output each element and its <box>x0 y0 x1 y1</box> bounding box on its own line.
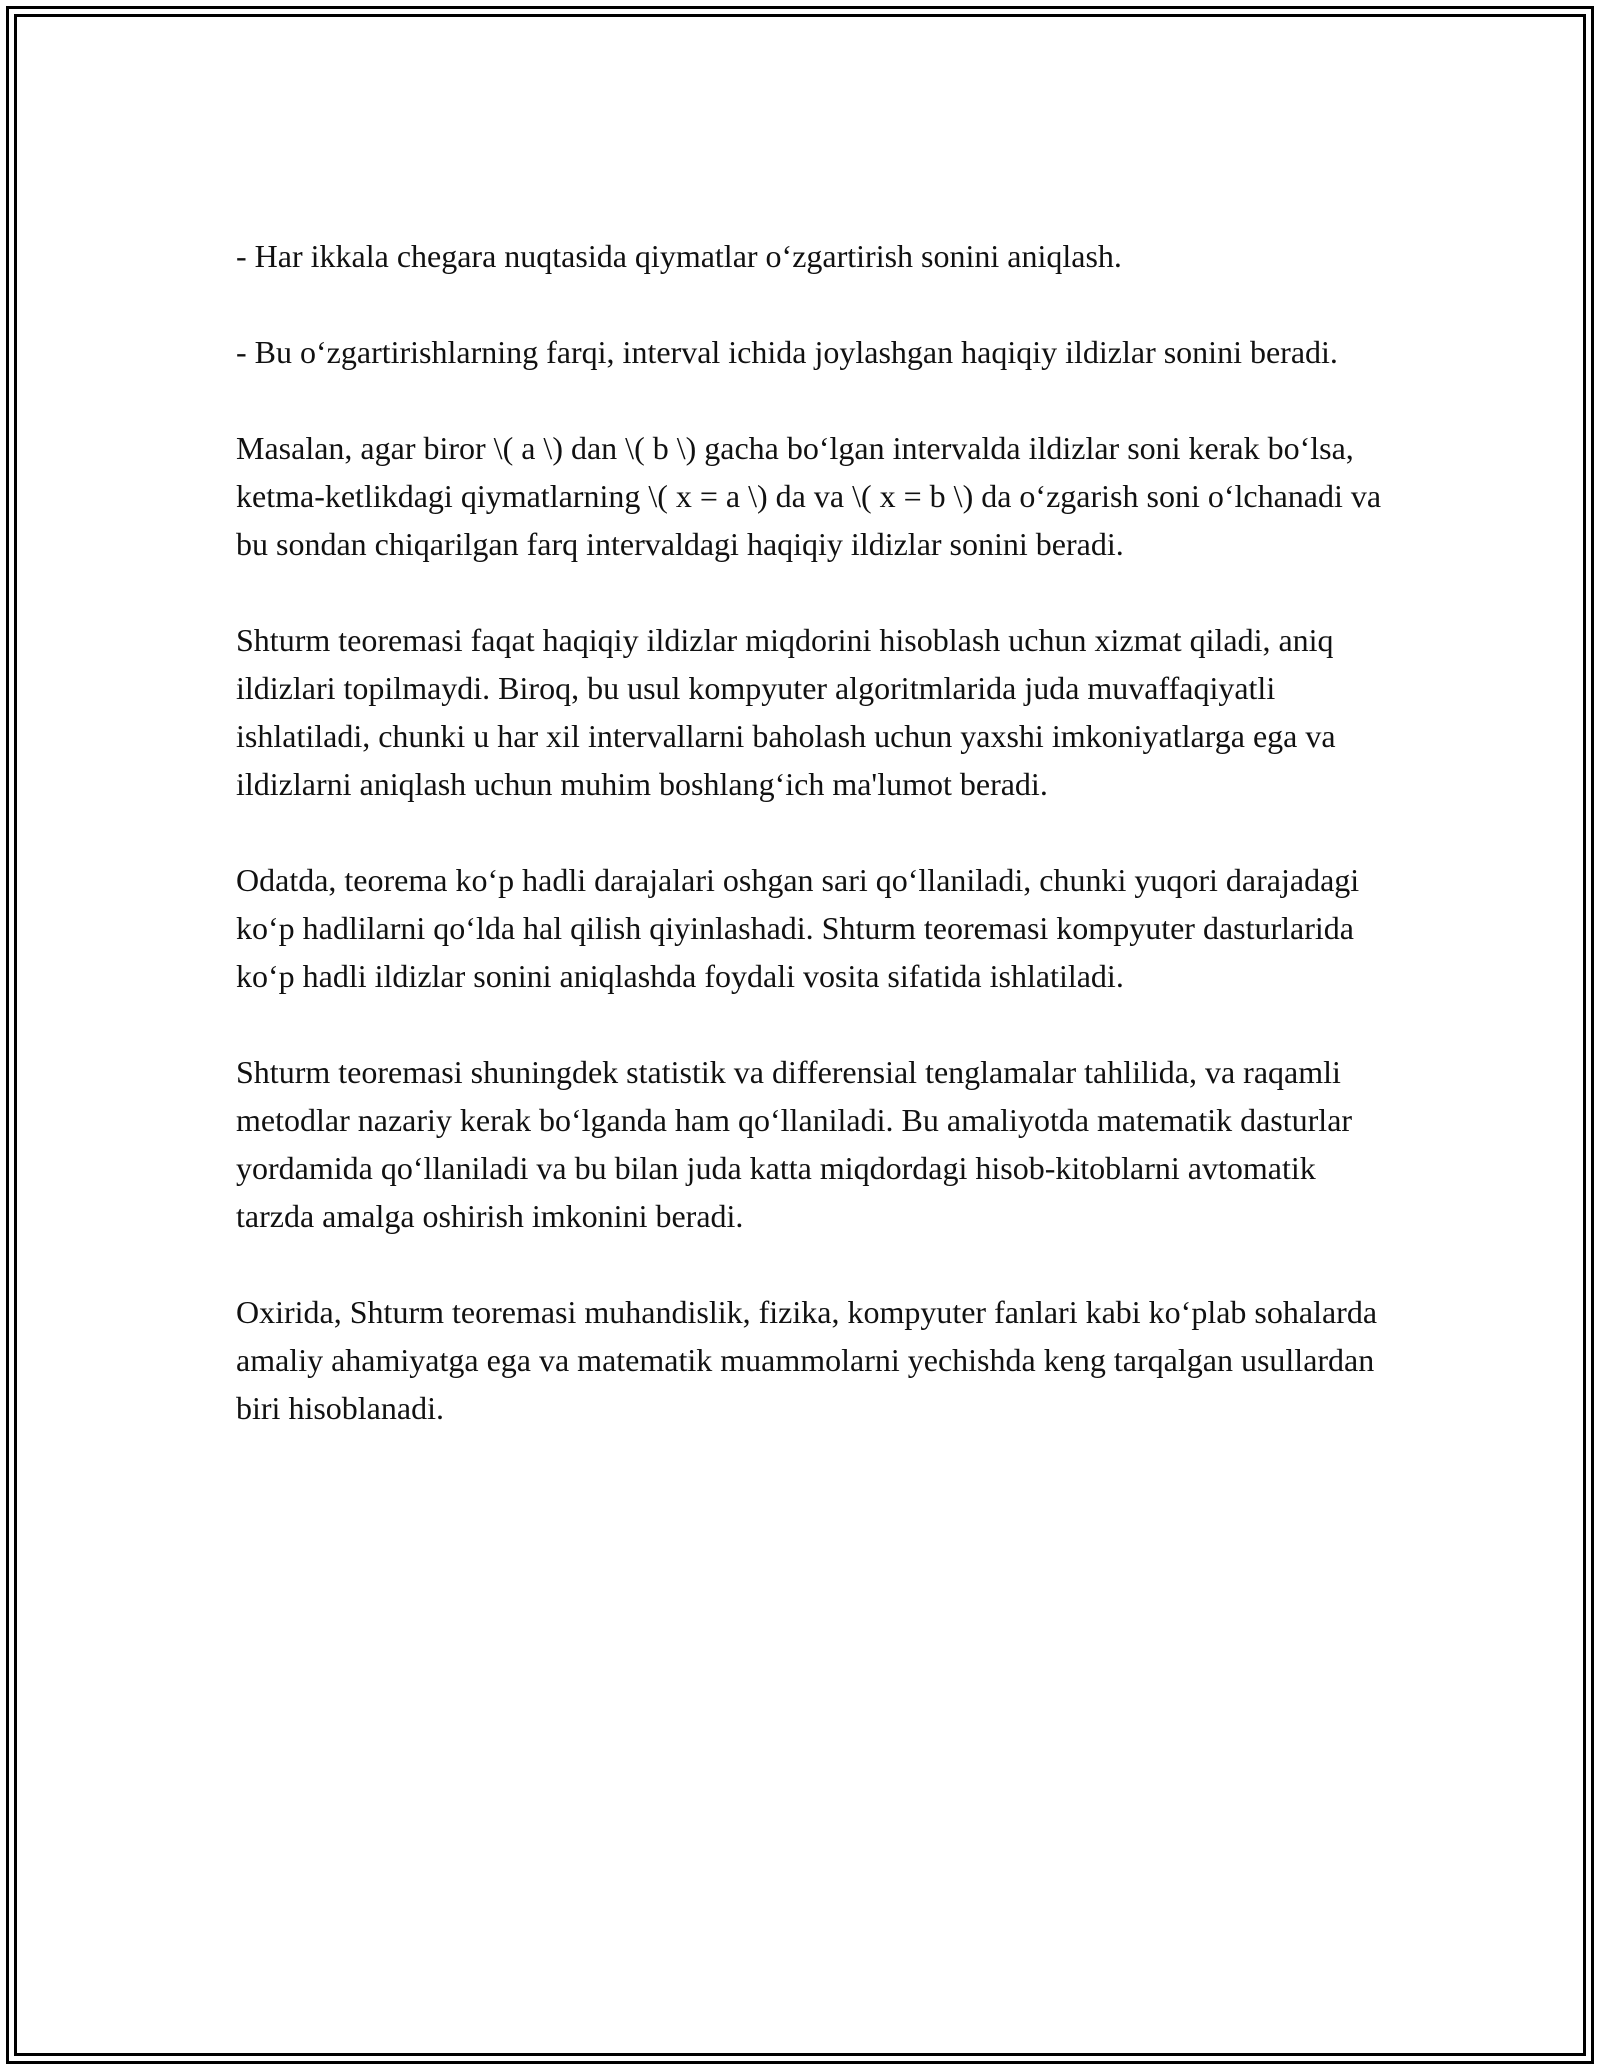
paragraph-bullet-difference: - Bu o‘zgartirishlarning farqi, interval ichida joylashgan haqiqiy ildizlar sonini beradi. <box>236 334 1338 370</box>
document-body <box>236 232 1386 1480</box>
paragraph-example: Masalan, agar biror \( a \) dan \( b \) gacha bo‘lgan intervalda ildizlar soni kerak bo‘lsa, ketma-ketlikdagi qiymatlarning \( x = a \) da va \( x = b \) da o‘zgarish soni o‘lchanadi va bu sondan chiqarilgan farq intervaldagi haqiqiy ildizlar sonini beradi. <box>236 430 1382 562</box>
paragraph-real-roots: Shturm teoremasi faqat haqiqiy ildizlar miqdorini hisoblash uchun xizmat qiladi, aniq ildizlari topilmaydi. Biroq, bu usul kompyuter algoritmlarida juda muvaffaqiyatli ishlatiladi, chunki u har xil intervallarni baholash uchun yaxshi imkoniyatlarga ega va ildizlarni aniqlash uchun muhim boshlang‘ich ma'lumot beradi. <box>236 622 1336 802</box>
paragraph-polynomial-degree: Odatda, teorema ko‘p hadli darajalari oshgan sari qo‘llaniladi, chunki yuqori darajadagi ko‘p hadlilarni qo‘lda hal qilish qiyinlashadi. Shturm teoremasi kompyuter dasturlarida ko‘p hadli ildizlar sonini aniqlashda foydali vosita sifatida ishlatiladi. <box>236 862 1360 994</box>
paragraph-applications: Shturm teoremasi shuningdek statistik va differensial tenglamalar tahlilida, va raqamli metodlar nazariy kerak bo‘lganda ham qo‘llaniladi. Bu amaliyotda matematik dasturlar yordamida qo‘llaniladi va bu bilan juda katta miqdordagi hisob-kitoblarni avtomatik tarzda amalga oshirish imkonini beradi. <box>236 1054 1353 1234</box>
paragraph-conclusion: Oxirida, Shturm teoremasi muhandislik, fizika, kompyuter fanlari kabi ko‘plab sohalarda amaliy ahamiyatga ega va matematik muammolarni yechishda keng tarqalgan usullardan biri hisoblanadi. <box>236 1294 1378 1426</box>
paragraph-bullet-boundary-values: - Har ikkala chegara nuqtasida qiymatlar o‘zgartirish sonini aniqlash. <box>236 238 1122 274</box>
